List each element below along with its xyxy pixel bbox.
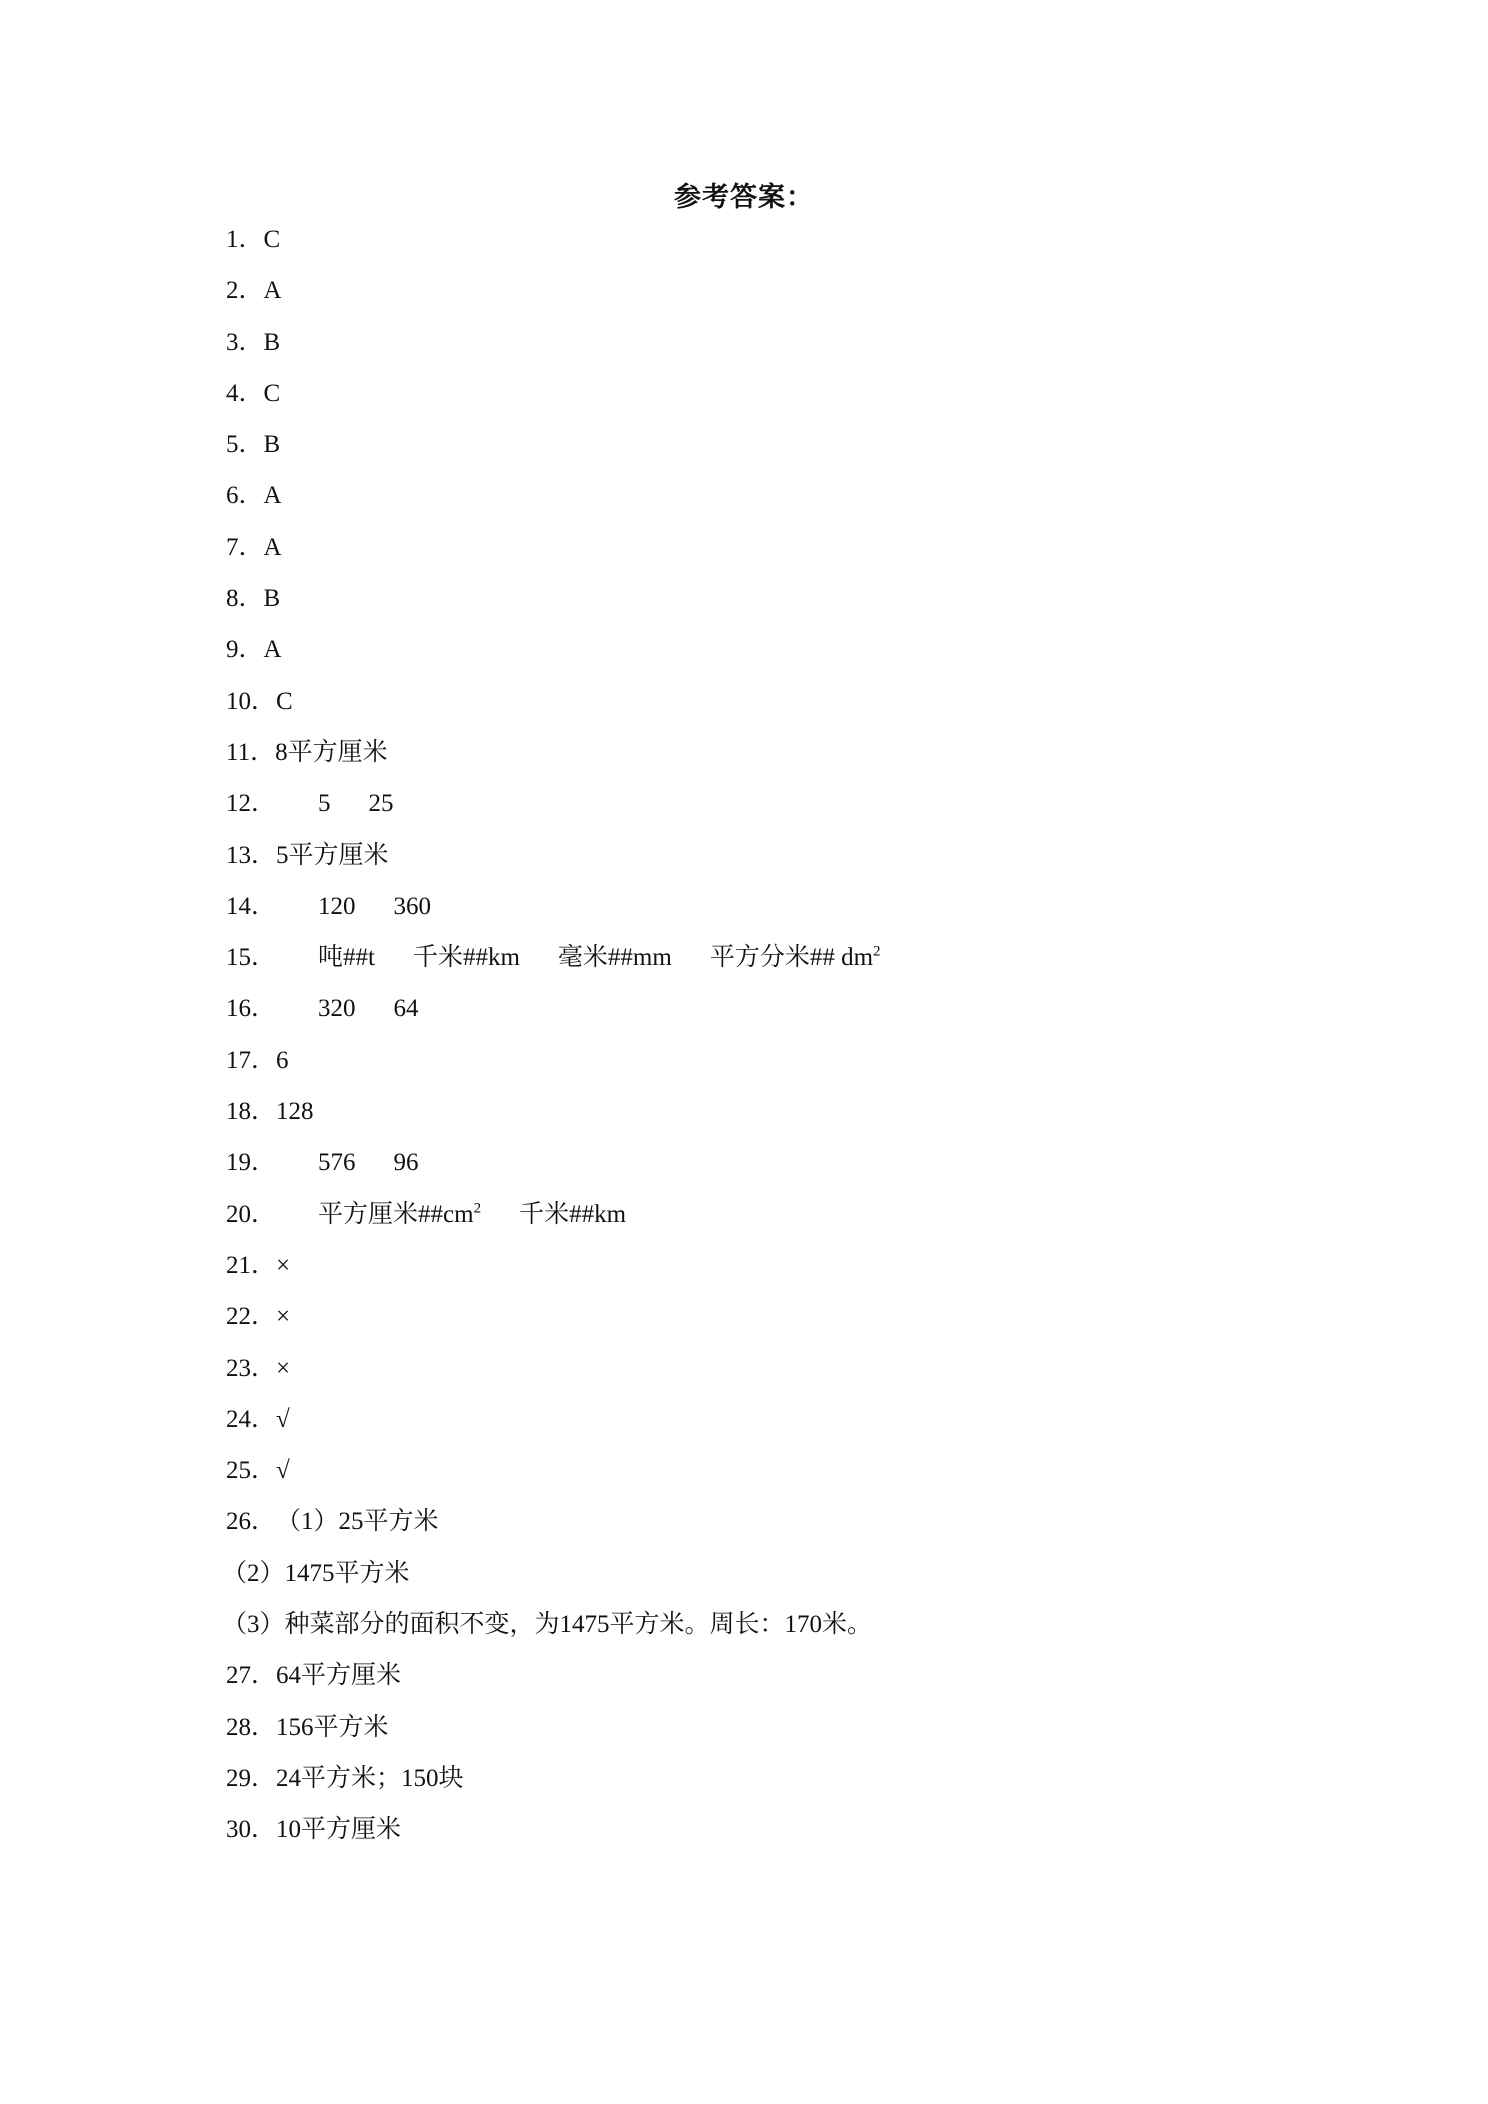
answer-row — [226, 1804, 1376, 1855]
answer-value: B — [263, 328, 281, 356]
superscript: 2 — [873, 943, 881, 960]
answer-number: 28． — [226, 1713, 277, 1741]
answer-number: 15． — [226, 944, 277, 972]
answer-blank: 千米##km — [519, 1200, 627, 1228]
answer-number: 4． — [226, 379, 264, 407]
answer-number: 25． — [226, 1457, 277, 1485]
answer-value: 10平方厘米 — [276, 1816, 402, 1844]
answer-value: （1）25平方米 — [276, 1508, 439, 1536]
answer-number: 23． — [226, 1354, 277, 1382]
answer-row — [226, 522, 1376, 573]
answer-row — [226, 1240, 1376, 1291]
answer-value: （3）种菜部分的面积不变，为1475平方米。周长：170米。 — [222, 1611, 873, 1639]
answer-row — [222, 1599, 1376, 1650]
answer-value: （2）1475平方米 — [222, 1559, 410, 1587]
answer-value: √ — [276, 1405, 290, 1433]
answer-blank: 千米##km — [412, 944, 520, 972]
answer-value: B — [263, 585, 281, 613]
answer-row — [226, 983, 1376, 1034]
answer-value: C — [263, 379, 281, 407]
answer-number: 3． — [226, 328, 264, 356]
answer-row — [226, 317, 1376, 368]
answer-row — [226, 419, 1376, 470]
answer-number: 13． — [226, 841, 277, 869]
answer-row — [226, 265, 1376, 316]
answer-number: 18． — [226, 1098, 277, 1126]
answer-row — [226, 881, 1376, 932]
answer-number: 26． — [226, 1508, 277, 1536]
answer-value: × — [276, 1303, 291, 1331]
answer-row — [226, 1753, 1376, 1804]
answer-value: A — [263, 636, 282, 664]
answer-number: 27． — [226, 1662, 277, 1690]
answer-blank: 25 — [368, 790, 394, 818]
answer-row — [226, 368, 1376, 419]
superscript: 2 — [473, 1200, 482, 1217]
answer-blank: 平方分米## $dm^2$ — [709, 943, 881, 972]
answer-blank: 吨##t — [318, 944, 375, 972]
answer-row — [226, 214, 1376, 265]
answer-value: 6 — [276, 1046, 289, 1074]
answer-number: 16． — [226, 995, 277, 1023]
answer-row — [226, 470, 1376, 521]
answer-blank: 毫米##mm — [557, 944, 672, 972]
answer-number: 1． — [226, 226, 264, 253]
answer-number: 5． — [226, 431, 264, 459]
answer-row — [226, 1702, 1376, 1753]
answer-number: 29． — [226, 1764, 277, 1792]
answer-row — [226, 1137, 1376, 1188]
answer-row — [226, 573, 1376, 624]
answer-value: A — [263, 533, 282, 561]
answer-blank: 平方厘米$\#\#cm^2$ — [318, 1200, 482, 1228]
answer-row — [226, 676, 1376, 727]
answer-number: 11． — [226, 738, 276, 766]
answer-number: 21． — [226, 1251, 277, 1279]
answer-blank: 64 — [393, 995, 419, 1023]
answer-number: 19． — [226, 1149, 277, 1177]
answer-value: C — [276, 687, 293, 715]
answer-row — [226, 1394, 1376, 1445]
answer-row — [226, 1291, 1376, 1342]
answer-value: × — [276, 1251, 291, 1279]
answer-number: 7． — [226, 533, 264, 561]
answer-blank: 96 — [393, 1149, 419, 1177]
answer-value: 128 — [276, 1098, 314, 1126]
answer-row — [226, 830, 1376, 881]
answer-row — [226, 778, 1376, 829]
answer-value: 8平方厘米 — [275, 738, 388, 766]
answer-row — [226, 1343, 1376, 1394]
answer-value: B — [263, 431, 281, 459]
answer-row — [226, 1496, 1376, 1547]
answer-number: 9． — [226, 636, 264, 664]
answer-row — [226, 1086, 1376, 1137]
answer-number: 20． — [226, 1200, 277, 1228]
answer-number: 12． — [226, 790, 277, 818]
answer-number: 8． — [226, 585, 264, 613]
answer-row — [226, 932, 1376, 983]
answer-row — [226, 1035, 1376, 1086]
answer-value: 24平方米；150块 — [276, 1764, 464, 1792]
answer-number: 10． — [226, 687, 277, 715]
answer-value: A — [263, 482, 282, 510]
answer-value: 156平方米 — [276, 1713, 389, 1741]
answer-number: 22． — [226, 1303, 277, 1331]
answer-number: 14． — [226, 892, 277, 920]
answer-blank: 576 — [318, 1149, 356, 1177]
answer-row — [226, 624, 1376, 675]
answer-row — [222, 1548, 1376, 1599]
answer-value: 5平方厘米 — [276, 841, 389, 869]
answer-list — [222, 214, 1376, 1856]
answer-row — [226, 1445, 1376, 1496]
answer-row — [226, 1189, 1376, 1240]
answer-value: × — [276, 1354, 291, 1382]
answer-number: 17． — [226, 1046, 277, 1074]
answer-number: 24． — [226, 1405, 277, 1433]
answer-blank: 5 — [318, 790, 331, 818]
answer-number: 2． — [226, 277, 264, 305]
answer-row — [226, 727, 1376, 778]
answer-blank: 120 — [318, 892, 356, 920]
answer-number: 6． — [226, 482, 264, 510]
answer-number: 30． — [226, 1816, 277, 1844]
answer-value: 64平方厘米 — [276, 1662, 402, 1690]
answer-value: C — [263, 226, 281, 253]
answer-blank: 360 — [393, 892, 432, 920]
answer-blank: 320 — [318, 995, 356, 1023]
answer-value: A — [263, 277, 282, 305]
answer-row — [226, 1650, 1376, 1701]
answer-value: √ — [276, 1457, 290, 1485]
page-title: 参考答案： — [674, 182, 814, 213]
